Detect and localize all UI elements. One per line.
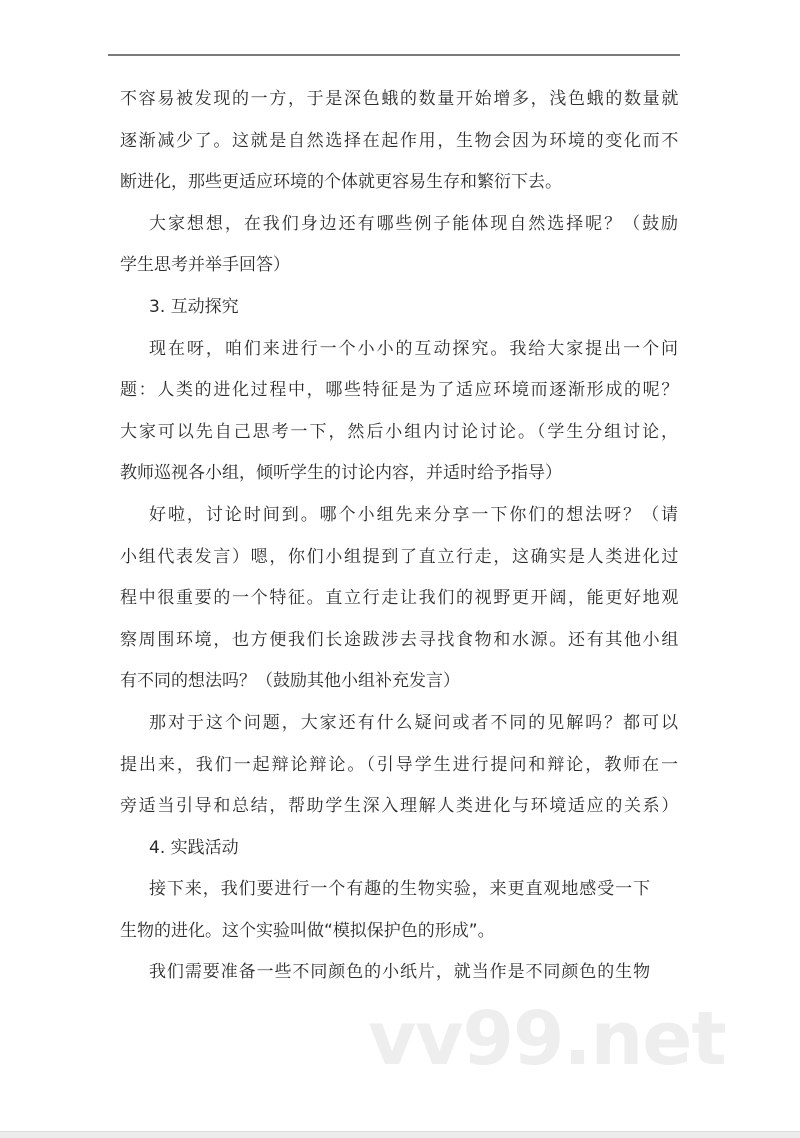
text-line-content: 那对于这个问题，大家还有什么疑问或者不同的见解吗？都可以	[149, 712, 680, 733]
section-heading	[120, 287, 680, 329]
text-line	[120, 537, 680, 579]
text-line-content: 教师巡视各小组，倾听学生的讨论内容，并适时给予指导）	[120, 463, 562, 484]
text-line	[120, 869, 680, 911]
section-heading-text: 4. 实践活动	[149, 837, 239, 858]
text-line	[120, 245, 680, 287]
watermark: vv99.net	[368, 996, 726, 1082]
text-line-content: 题：人类的进化过程中，哪些特征是为了适应环境而逐渐形成的呢？	[120, 380, 680, 401]
section-heading	[120, 828, 680, 870]
section-heading-text: 3. 互动探究	[149, 296, 239, 317]
text-line	[120, 786, 680, 828]
text-line-content: 现在呀，咱们来进行一个小小的互动探究。我给大家提出一个问	[149, 338, 680, 359]
text-line	[120, 661, 680, 703]
text-line-content: 我们需要准备一些不同颜色的小纸片，就当作是不同颜色的生物	[149, 962, 651, 983]
text-line-content: 提出来，我们一起辩论辩论。（引导学生进行提问和辩论，教师在一	[120, 754, 680, 775]
text-line-content: 不容易被发现的一方，于是深色蛾的数量开始增多，浅色蛾的数量就	[120, 89, 680, 109]
text-line	[120, 578, 680, 620]
text-line	[120, 495, 680, 537]
paragraph	[120, 495, 680, 703]
text-line-content: 小组代表发言）嗯，你们小组提到了直立行走，这确实是人类进化过	[120, 546, 680, 567]
text-line-content: 大家可以先自己思考一下，然后小组内讨论讨论。（学生分组讨论，	[120, 421, 680, 442]
text-line	[120, 412, 680, 454]
text-line	[120, 204, 680, 246]
text-line	[120, 620, 680, 662]
text-line	[120, 79, 680, 121]
header-rule	[108, 54, 680, 56]
text-line-content: 察周围环境，也方便我们长途跋涉去寻找食物和水源。还有其他小组	[120, 629, 680, 650]
text-line-content: 好啦，讨论时间到。哪个小组先来分享一下你们的想法呀？（请	[149, 504, 680, 525]
text-line-content: 断进化，那些更适应环境的个体就更容易生存和繁衍下去。	[120, 172, 562, 193]
text-line-content: 学生思考并举手回答）	[120, 255, 290, 276]
text-line-content: 有不同的想法吗？（鼓励其他小组补充发言）	[120, 671, 460, 692]
text-line-content: 生物的进化。这个实验叫做“模拟保护色的形成”。	[120, 920, 495, 941]
text-line	[120, 162, 680, 204]
paragraph	[120, 204, 680, 287]
text-line-content: 程中很重要的一个特征。直立行走让我们的视野更开阔，能更好地观	[120, 588, 680, 609]
paragraph	[120, 869, 680, 952]
text-line	[120, 745, 680, 787]
text-line	[120, 911, 680, 953]
paragraph	[120, 952, 680, 994]
paragraph	[120, 329, 680, 495]
text-line	[120, 370, 680, 412]
text-line-content: 逐渐减少了。这就是自然选择在起作用，生物会因为环境的变化而不	[120, 130, 680, 151]
paragraph	[120, 79, 680, 204]
text-line	[120, 329, 680, 371]
text-line	[120, 121, 680, 163]
text-line	[120, 952, 680, 994]
text-line-content: 旁适当引导和总结，帮助学生深入理解人类进化与环境适应的关系）	[120, 796, 680, 817]
text-line	[120, 453, 680, 495]
document-body	[120, 79, 680, 994]
text-line	[120, 703, 680, 745]
paragraph	[120, 703, 680, 828]
text-line-content: 接下来，我们要进行一个有趣的生物实验，来更直观地感受一下	[149, 879, 651, 900]
text-line-content: 大家想想，在我们身边还有哪些例子能体现自然选择呢？（鼓励	[149, 213, 680, 234]
